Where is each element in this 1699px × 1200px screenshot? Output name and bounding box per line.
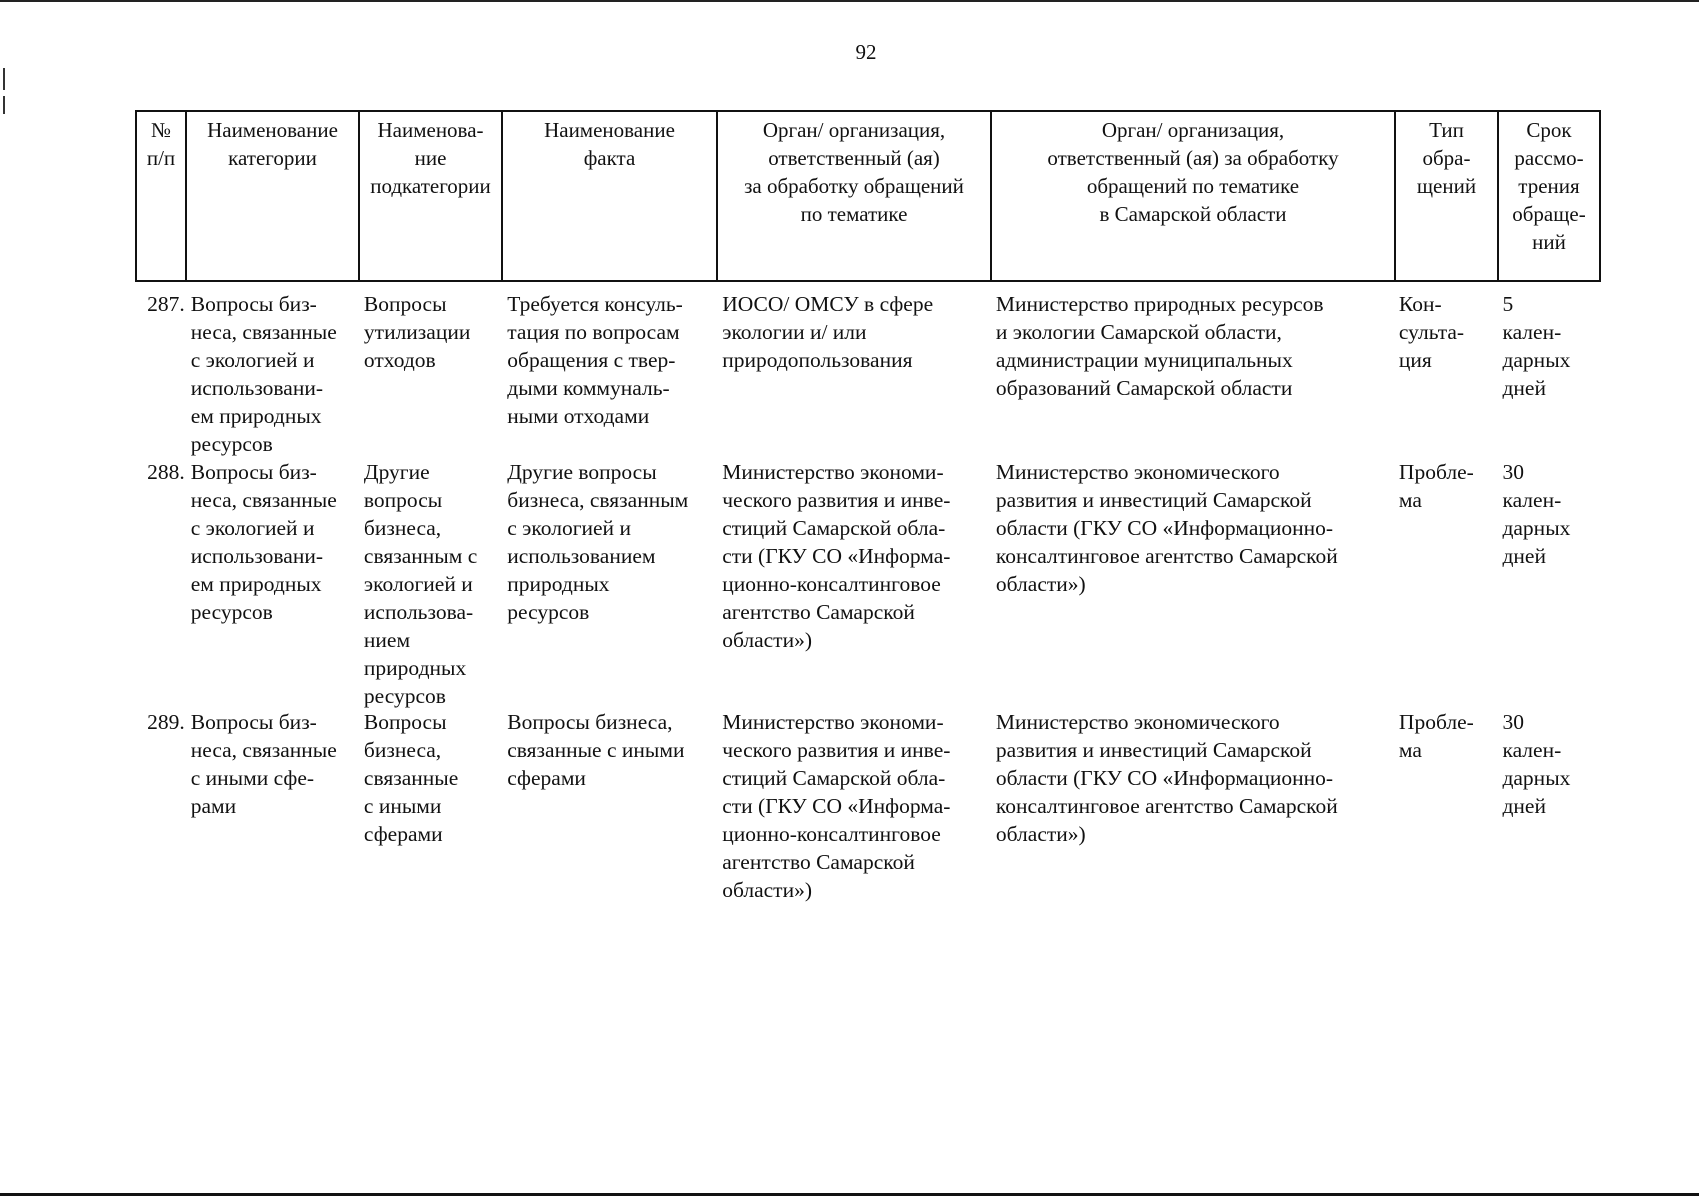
- scan-edge-bottom: [0, 1193, 1699, 1196]
- header-subcategory: Наименова- ние подкатегории: [358, 110, 503, 282]
- header-number: № п/п: [135, 110, 187, 282]
- row-term: 5 кален- дарных дней: [1502, 292, 1571, 400]
- header-type: Тип обра- щений: [1394, 110, 1499, 282]
- row-organ: ИОСО/ ОМСУ в сфере экологии и/ или природопользования: [722, 292, 934, 372]
- scan-mark-left: [3, 96, 5, 114]
- header-organ: Орган/ организация, ответственный (ая) за обработку обращений по тематике: [716, 110, 992, 282]
- row-category: Вопросы биз- неса, связанные с иными сфе- рами: [190, 710, 337, 818]
- row-fact: Другие вопросы бизнеса, связанным с экологией и использованием природных ресурсов: [507, 460, 689, 624]
- page-number: 92: [855, 40, 877, 64]
- row-type: Кон- сульта- ция: [1398, 292, 1465, 372]
- header-fact: Наименование факта: [501, 110, 718, 282]
- row-number: 287.: [147, 292, 185, 316]
- row-organ-samara: Министерство природных ресурсов и экологии Самарской области, администрации муниципальных образований Самарской области: [995, 292, 1324, 400]
- row-category: Вопросы биз- неса, связанные с экологией и использовани- ем природных ресурсов: [190, 292, 337, 456]
- row-category: Вопросы биз- неса, связанные с экологией и использовани- ем природных ресурсов: [190, 460, 337, 624]
- scan-edge-top: [0, 0, 1699, 2]
- row-type: Пробле- ма: [1398, 710, 1474, 762]
- table-row: [135, 708, 1601, 908]
- table-header-row: [135, 110, 1601, 282]
- row-fact: Требуется консуль- тация по вопросам обращения с твер- дыми коммуналь- ными отходами: [507, 292, 683, 428]
- row-organ: Министерство экономи- ческого развития и инве- стиций Самарской обла- сти (ГКУ СО «Информа- ционно-консалтинговое агентство Самарской области»): [722, 460, 951, 652]
- row-subcategory: Вопросы бизнеса, связанные с иными сферами: [363, 710, 459, 846]
- table-row: [135, 458, 1601, 708]
- row-subcategory: Другие вопросы бизнеса, связанным с экологией и использова- нием природных ресурсов: [363, 460, 478, 708]
- row-term: 30 кален- дарных дней: [1502, 710, 1571, 818]
- row-fact: Вопросы бизнеса, связанные с иными сферами: [507, 710, 685, 790]
- header-organ-samara: Орган/ организация, ответственный (ая) за обработку обращений по тематике в Самарской области: [990, 110, 1396, 282]
- document-table: [135, 110, 1601, 908]
- header-category: Наименование категории: [185, 110, 360, 282]
- row-subcategory: Вопросы утилизации отходов: [363, 292, 471, 372]
- row-term: 30 кален- дарных дней: [1502, 460, 1571, 568]
- row-organ: Министерство экономи- ческого развития и инве- стиций Самарской обла- сти (ГКУ СО «Информа- ционно-консалтинговое агентство Самарской области»): [722, 710, 951, 902]
- row-number: 289.: [147, 710, 185, 734]
- header-term: Срок рассмо- трения обраще- ний: [1497, 110, 1601, 282]
- scan-mark-left: [3, 68, 5, 90]
- row-type: Пробле- ма: [1398, 460, 1474, 512]
- table-row: [135, 290, 1601, 458]
- row-organ-samara: Министерство экономического развития и инвестиций Самарской области (ГКУ СО «Информационно- консалтинговое агентство Самарской области»): [995, 710, 1338, 846]
- row-number: 288.: [147, 460, 185, 484]
- row-organ-samara: Министерство экономического развития и инвестиций Самарской области (ГКУ СО «Информационно- консалтинговое агентство Самарской области»): [995, 460, 1338, 596]
